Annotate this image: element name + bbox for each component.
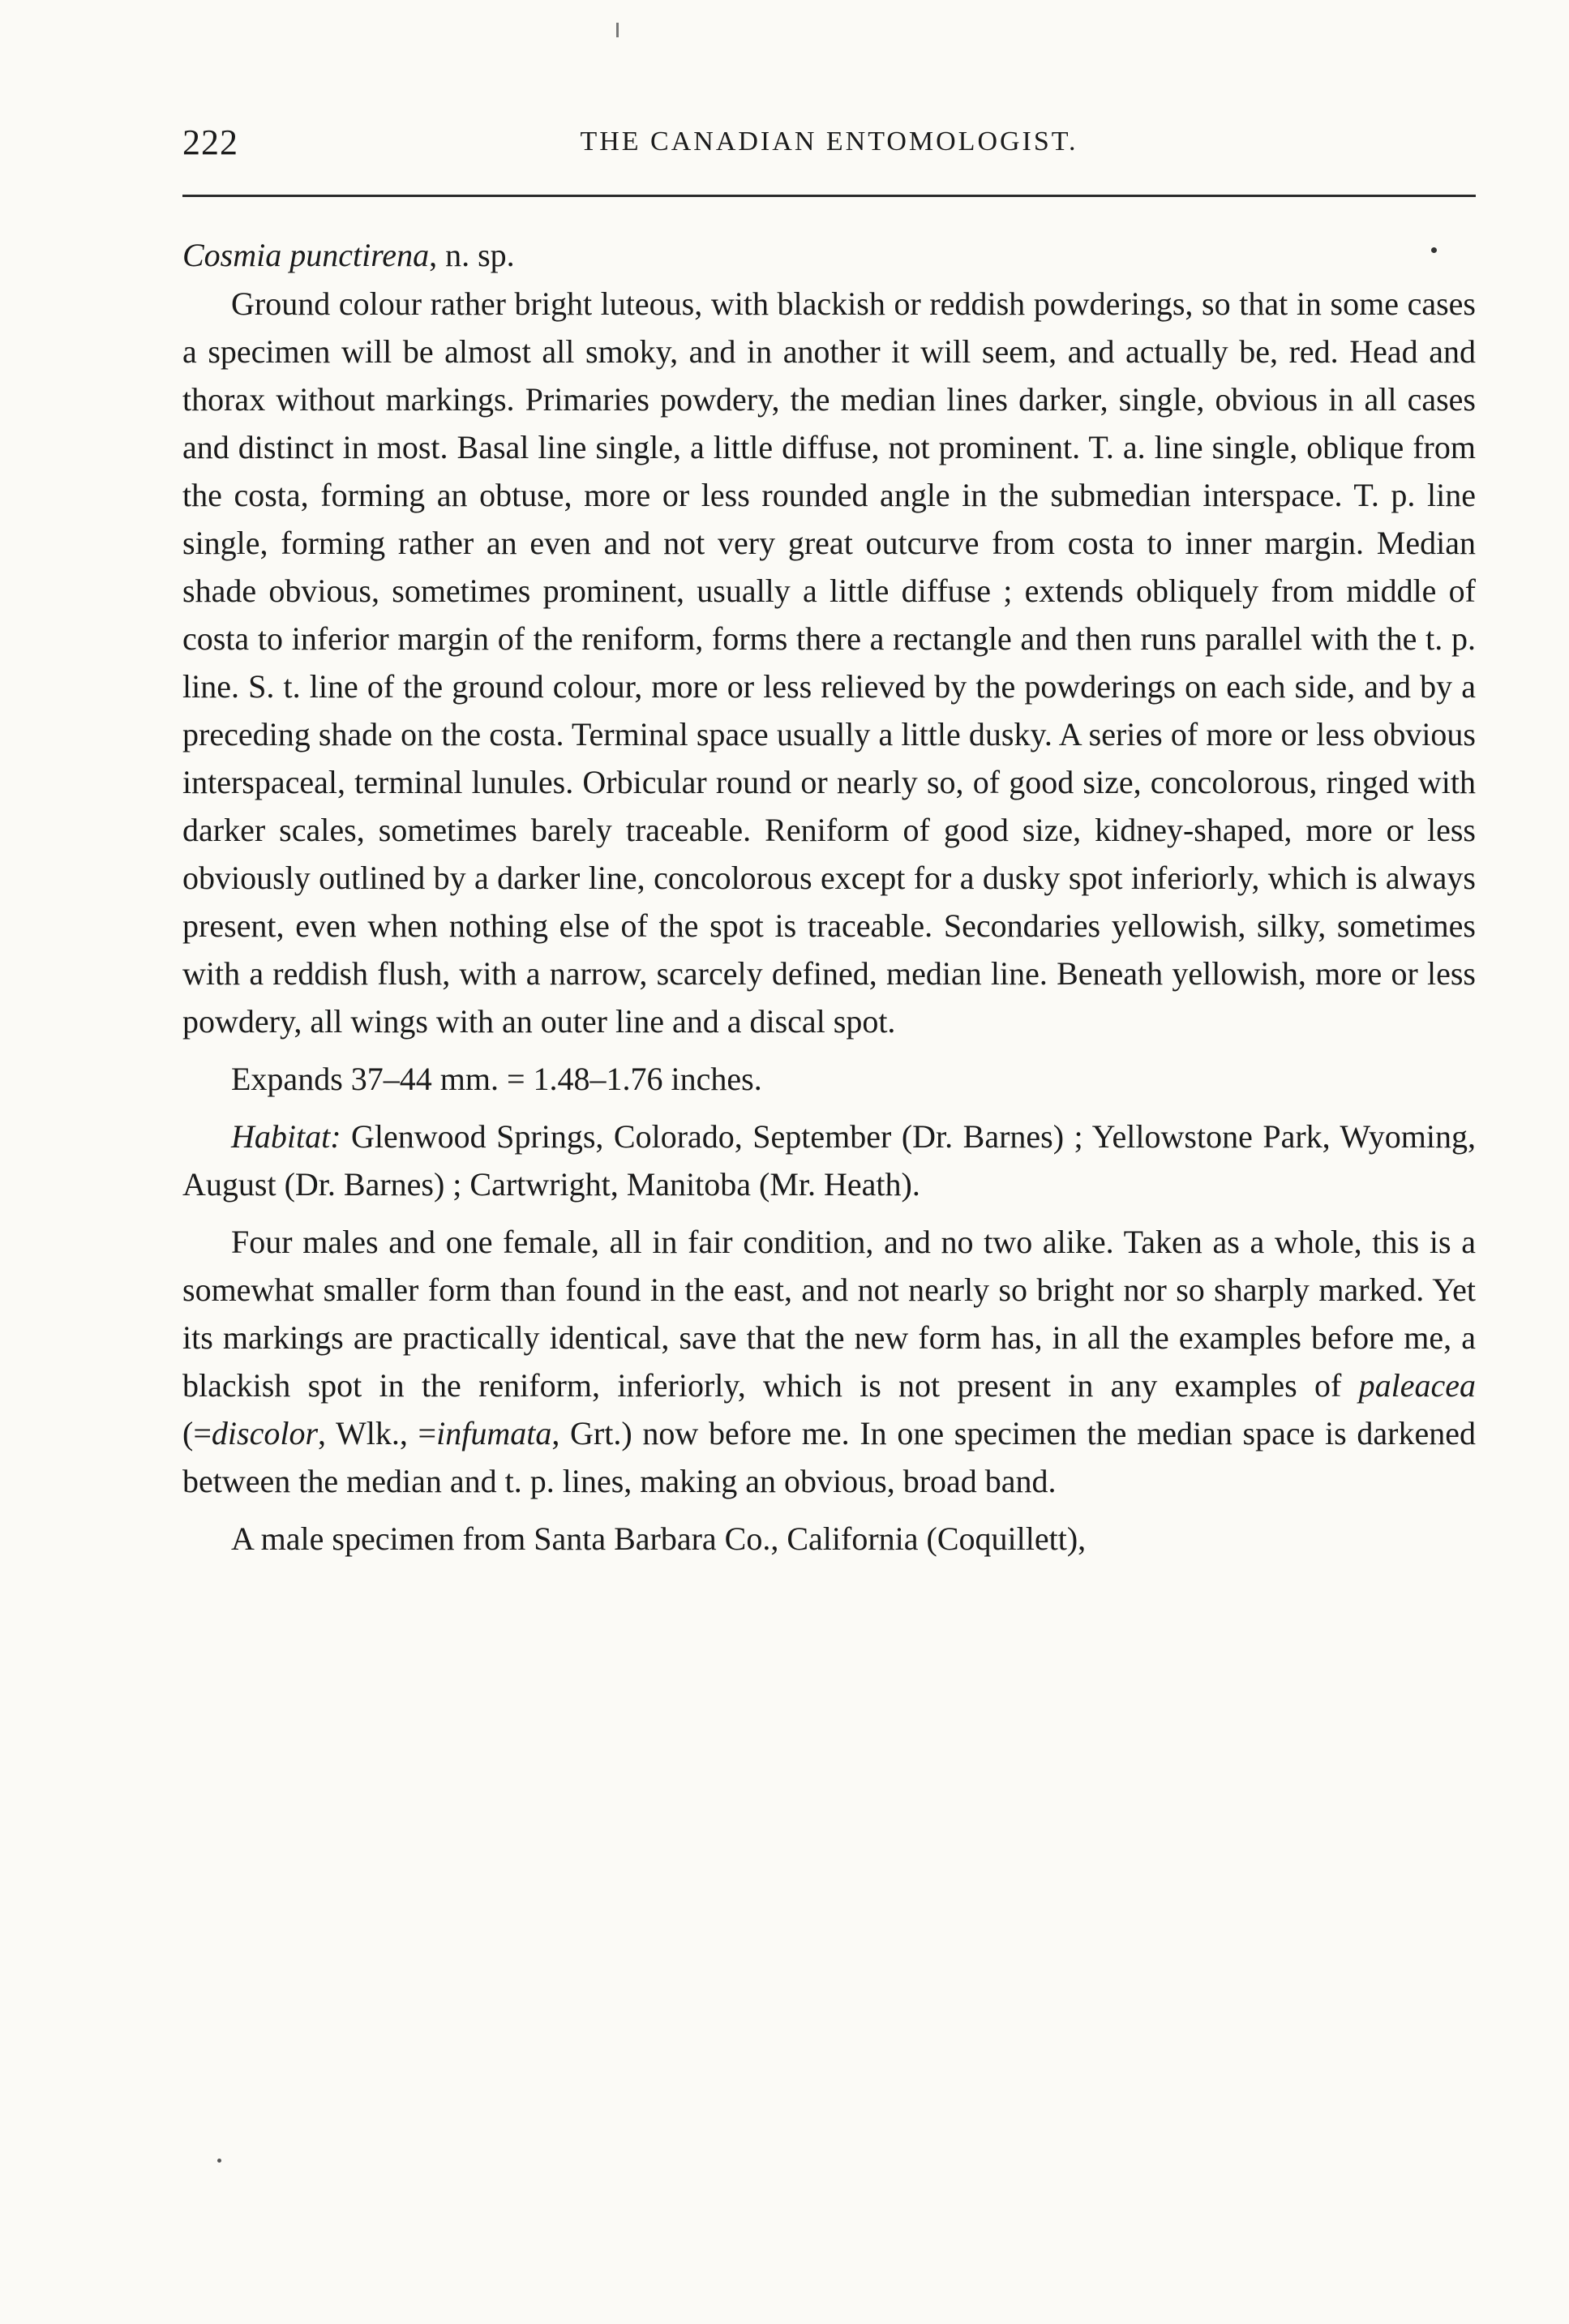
running-title: THE CANADIAN ENTOMOLOGIST. <box>580 126 1078 157</box>
page-header <box>182 122 1476 178</box>
description-paragraph: Ground colour rather bright luteous, with blackish or reddish powderings, so that in some cases a specimen will be almost all smoky, and in another it will seem, and actually be, red. Head and thorax without markings. Primaries powdery, the median lines darker, single, obvious in all cases and distinct in most. Basal line single, a little diffuse, not prominent. T. a. line single, oblique from the costa, forming an obtuse, more or less rounded angle in the submedian interspace. T. p. line single, forming rather an even and not very great outcurve from costa to inner margin. Median shade obvious, sometimes prominent, usually a little diffuse ; extends obliquely from middle of costa to inferior margin of the reniform, forms there a rectangle and then runs parallel with the t. p. line. S. t. line of the ground colour, more or less relieved by the powderings on each side, and by a preceding shade on the costa. Terminal space usually a little dusky. A series of more or less obvious interspaceal, terminal lunules. Orbicular round or nearly so, of good size, concolorous, ringed with darker scales, sometimes barely traceable. Reniform of good size, kidney-shaped, more or less obviously outlined by a darker line, concolorous except for a dusky spot inferiorly, which is always present, even when nothing else of the spot is traceable. Secondaries yellowish, silky, sometimes with a reddish flush, with a narrow, scarcely defined, median line. Beneath yellowish, more or less powdery, all wings with an outer line and a discal spot. <box>182 285 1476 1040</box>
expands-paragraph: Expands 37–44 mm. = 1.48–1.76 inches. <box>231 1061 762 1097</box>
remarks-part1: Four males and one female, all in fair condition, and no two alike. Taken as a whole, this is a somewhat smaller form than found in the east, and not nearly so bright nor so sharply marked. Yet its markings are practically identical, save that the new form has, in all the examples before me, a blackish spot in the reniform, inferiorly, which is not present in any examples of <box>182 1224 1476 1404</box>
remarks-part2: , Grt.) now before me. In one specimen the median space is darkened between the median and t. p. lines, making an obvious, broad band. <box>182 1415 1476 1499</box>
habitat-label: Habitat: <box>231 1118 341 1155</box>
final-paragraph: A male specimen from Santa Barbara Co., California (Coquillett), <box>231 1520 1087 1557</box>
species-ref-infumata: infumata <box>436 1415 552 1451</box>
species-ref-discolor: discolor <box>211 1415 319 1451</box>
habitat-paragraph <box>182 1113 1476 1208</box>
header-rule <box>182 195 1476 197</box>
species-name: Cosmia punctirena <box>182 237 430 273</box>
species-suffix: , n. sp. <box>429 237 515 273</box>
habitat-text: Glenwood Springs, Colorado, September (Dr. Barnes) ; Yellowstone Park, Wyoming, August (Dr. Barnes) ; Cartwright, Manitoba (Mr. Heath). <box>182 1118 1476 1203</box>
page <box>182 122 1476 1563</box>
species-heading <box>182 231 1476 280</box>
scan-mark <box>616 23 619 37</box>
remarks-sep1: (= <box>182 1415 212 1451</box>
page-number: 222 <box>182 122 238 162</box>
scan-dot <box>217 2159 221 2163</box>
remarks-paragraph <box>182 1218 1476 1505</box>
remarks-sep2: , Wlk., = <box>318 1415 437 1451</box>
stray-dot <box>1431 247 1437 253</box>
species-ref-paleacea: paleacea <box>1358 1367 1476 1404</box>
